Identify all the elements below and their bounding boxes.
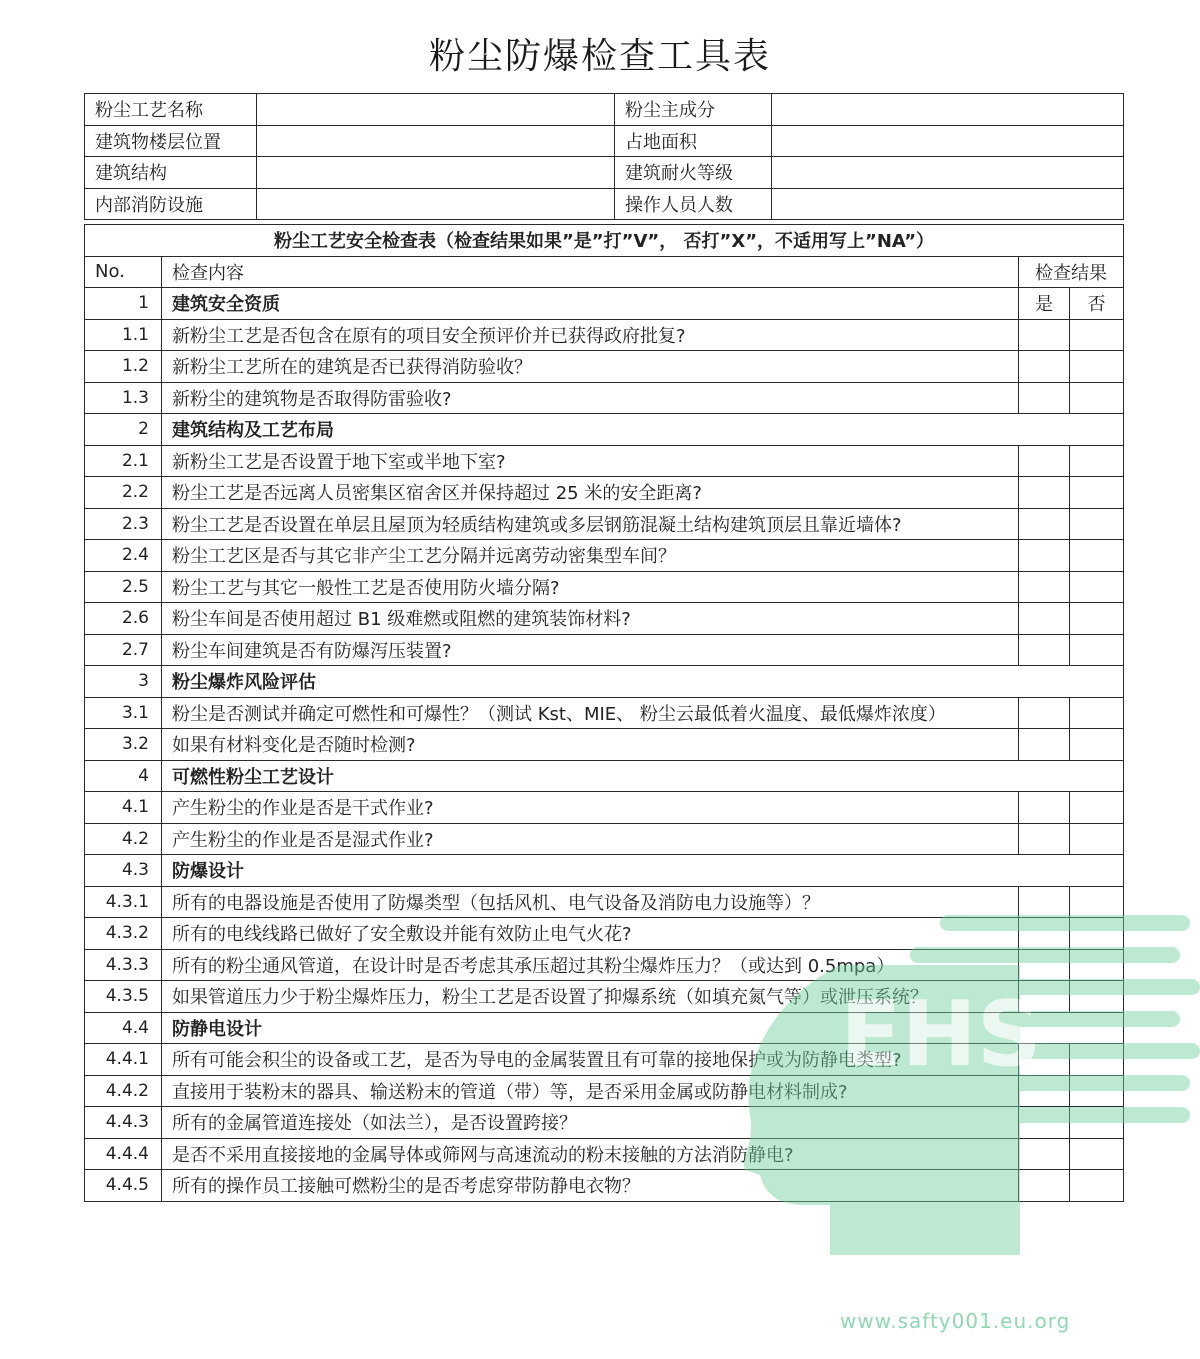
result-no-cell[interactable] [1070,1138,1124,1170]
result-no-cell[interactable] [1070,1170,1124,1202]
item-text: 粉尘工艺是否设置在单层且屋顶为轻质结构建筑或多层钢筋混凝土结构建筑顶层且靠近墙体? [162,508,1019,540]
checklist-table [84,224,1124,1202]
item-number: 4.2 [85,823,162,855]
item-number: 4.4.2 [85,1075,162,1107]
result-yes-cell[interactable] [1019,508,1070,540]
item-number: 4.4 [85,1012,162,1044]
item-number: 2.2 [85,477,162,509]
item-text: 粉尘工艺与其它一般性工艺是否使用防火墙分隔? [162,571,1019,603]
section-title: 可燃性粉尘工艺设计 [162,760,1124,792]
item-number: 1.2 [85,351,162,383]
item-text: 如果有材料变化是否随时检测? [162,729,1019,761]
result-no-cell[interactable] [1070,634,1124,666]
item-row [85,1170,1124,1202]
item-row [85,1044,1124,1076]
result-no-cell[interactable] [1070,981,1124,1013]
result-yes-cell[interactable] [1019,949,1070,981]
result-no-cell[interactable] [1070,445,1124,477]
result-yes-cell[interactable] [1019,351,1070,383]
item-text: 新粉尘工艺所在的建筑是否已获得消防验收？ [162,351,1019,383]
item-row [85,603,1124,635]
result-no-cell[interactable] [1070,886,1124,918]
result-no-cell[interactable] [1070,697,1124,729]
item-row [85,540,1124,572]
result-yes-cell[interactable] [1019,886,1070,918]
item-text: 粉尘车间是否使用超过 B1 级难燃或阻燃的建筑装饰材料? [162,603,1019,635]
info-value-field[interactable] [257,157,615,189]
result-no-cell[interactable] [1070,1044,1124,1076]
item-row [85,634,1124,666]
result-no-cell[interactable] [1070,508,1124,540]
info-value-field[interactable] [257,188,615,220]
item-text: 粉尘工艺是否远离人员密集区宿舍区并保持超过 25 米的安全距离? [162,477,1019,509]
result-yes-cell[interactable] [1019,571,1070,603]
page-title: 粉尘防爆检查工具表 [428,36,771,77]
result-yes-cell[interactable] [1019,792,1070,824]
result-no-cell[interactable] [1070,729,1124,761]
item-number: 4.3.1 [85,886,162,918]
section-row [85,666,1124,698]
item-row [85,697,1124,729]
info-row [85,157,1124,189]
info-value-field[interactable] [772,94,1124,126]
item-text: 所有的金属管道连接处（如法兰），是否设置跨接？ [162,1107,1019,1139]
result-no-cell[interactable] [1070,918,1124,950]
item-row [85,508,1124,540]
item-number: 4.4.5 [85,1170,162,1202]
result-yes-cell[interactable] [1019,382,1070,414]
result-yes-cell[interactable] [1019,634,1070,666]
info-value-field[interactable] [257,94,615,126]
item-number: 4.3.5 [85,981,162,1013]
info-value-field[interactable] [772,157,1124,189]
section-title: 建筑结构及工艺布局 [162,414,1124,446]
item-number: 3.2 [85,729,162,761]
result-no-cell[interactable] [1070,382,1124,414]
info-label: 粉尘主成分 [615,94,772,126]
checklist-banner: 粉尘工艺安全检查表（检查结果如果”是”打”V”， 否打”X”，不适用写上”NA”） [85,225,1124,257]
item-number: 1.1 [85,319,162,351]
result-yes-cell[interactable] [1019,319,1070,351]
section-title: 防静电设计 [162,1012,1124,1044]
section-row [85,288,1124,320]
item-number: 2.5 [85,571,162,603]
result-no-cell[interactable] [1070,319,1124,351]
item-row [85,792,1124,824]
result-yes-cell[interactable] [1019,697,1070,729]
result-no-cell[interactable] [1070,949,1124,981]
info-label: 建筑耐火等级 [615,157,772,189]
result-yes-cell[interactable] [1019,603,1070,635]
info-row [85,94,1124,126]
section-title: 粉尘爆炸风险评估 [162,666,1124,698]
item-text: 粉尘车间建筑是否有防爆泻压装置? [162,634,1019,666]
item-number: 2.4 [85,540,162,572]
item-row [85,571,1124,603]
item-row [85,382,1124,414]
col-yes-header: 是 [1019,288,1070,320]
item-number: 2.3 [85,508,162,540]
item-row [85,886,1124,918]
item-row [85,319,1124,351]
item-row [85,445,1124,477]
result-no-cell[interactable] [1070,351,1124,383]
item-number: 4.4.1 [85,1044,162,1076]
item-row [85,477,1124,509]
item-number: 4.4.3 [85,1107,162,1139]
item-number: 2 [85,414,162,446]
section-row [85,414,1124,446]
info-label: 建筑结构 [85,157,257,189]
col-no-header: No. [85,256,162,288]
result-yes-cell[interactable] [1019,729,1070,761]
col-no-result-header: 否 [1070,288,1124,320]
item-text: 是否不采用直接接地的金属导体或筛网与高速流动的粉末接触的方法消防静电? [162,1138,1019,1170]
info-row [85,188,1124,220]
item-row [85,949,1124,981]
item-number: 3.1 [85,697,162,729]
site-url: www.safty001.eu.org [840,1309,1071,1333]
result-yes-cell[interactable] [1019,1107,1070,1139]
item-row [85,981,1124,1013]
result-yes-cell[interactable] [1019,1075,1070,1107]
result-no-cell[interactable] [1070,1107,1124,1139]
item-text: 直接用于装粉末的器具、输送粉末的管道（带）等，是否采用金属或防静电材料制成? [162,1075,1019,1107]
item-number: 4.1 [85,792,162,824]
item-text: 所有可能会积尘的设备或工艺，是否为导电的金属装置且有可靠的接地保护或为防静电类型? [162,1044,1019,1076]
info-label: 操作人员人数 [615,188,772,220]
item-row [85,918,1124,950]
item-text: 粉尘工艺区是否与其它非产尘工艺分隔并远离劳动密集型车间？ [162,540,1019,572]
banner-row [85,225,1124,257]
result-yes-cell[interactable] [1019,1170,1070,1202]
item-text: 粉尘是否测试并确定可燃性和可爆性？（测试 Kst、MIE、 粉尘云最低着火温度、最低爆炸浓度） [162,697,1019,729]
item-number: 4.4.4 [85,1138,162,1170]
result-yes-cell[interactable] [1019,540,1070,572]
item-text: 新粉尘工艺是否设置于地下室或半地下室? [162,445,1019,477]
result-yes-cell[interactable] [1019,823,1070,855]
section-row [85,1012,1124,1044]
info-label: 建筑物楼层位置 [85,125,257,157]
result-no-cell[interactable] [1070,1075,1124,1107]
section-row [85,760,1124,792]
header-row [85,256,1124,288]
info-label: 粉尘工艺名称 [85,94,257,126]
item-text: 所有的电器设施是否使用了防爆类型（包括风机、电气设备及消防电力设施等）？ [162,886,1019,918]
item-number: 4.3.2 [85,918,162,950]
section-row [85,855,1124,887]
result-yes-cell[interactable] [1019,445,1070,477]
result-no-cell[interactable] [1070,540,1124,572]
item-number: 2.1 [85,445,162,477]
result-yes-cell[interactable] [1019,477,1070,509]
info-row [85,125,1124,157]
item-number: 4.3.3 [85,949,162,981]
item-number: 4 [85,760,162,792]
info-value-field[interactable] [772,188,1124,220]
item-row [85,1107,1124,1139]
item-number: 1.3 [85,382,162,414]
item-text: 产生粉尘的作业是否是湿式作业? [162,823,1019,855]
item-text: 新粉尘工艺是否包含在原有的项目安全预评价并已获得政府批复? [162,319,1019,351]
info-table [84,93,1124,220]
ehs-logo-text: EHS [840,982,1042,1087]
result-no-cell[interactable] [1070,477,1124,509]
info-value-field[interactable] [257,125,615,157]
item-text: 新粉尘的建筑物是否取得防雷验收? [162,382,1019,414]
result-yes-cell[interactable] [1019,918,1070,950]
result-no-cell[interactable] [1070,823,1124,855]
item-number: 2.7 [85,634,162,666]
info-value-field[interactable] [772,125,1124,157]
result-yes-cell[interactable] [1019,981,1070,1013]
result-no-cell[interactable] [1070,603,1124,635]
col-result-header: 检查结果 [1019,256,1124,288]
item-row [85,1075,1124,1107]
item-text: 产生粉尘的作业是否是干式作业? [162,792,1019,824]
item-row [85,1138,1124,1170]
item-number: 2.6 [85,603,162,635]
section-title: 建筑安全资质 [162,288,1019,320]
item-text: 所有的操作员工接触可燃粉尘的是否考虑穿带防静电衣物？ [162,1170,1019,1202]
item-text: 所有的电线线路已做好了安全敷设并能有效防止电气火花? [162,918,1019,950]
result-no-cell[interactable] [1070,792,1124,824]
item-row [85,351,1124,383]
result-yes-cell[interactable] [1019,1138,1070,1170]
info-label: 内部消防设施 [85,188,257,220]
col-content-header: 检查内容 [162,256,1019,288]
item-text: 如果管道压力少于粉尘爆炸压力，粉尘工艺是否设置了抑爆系统（如填充氮气等）或泄压系统？ [162,981,1019,1013]
item-text: 所有的粉尘通风管道，在设计时是否考虑其承压超过其粉尘爆炸压力？（或达到 0.5mpa） [162,949,1019,981]
item-number: 4.3 [85,855,162,887]
item-number: 3 [85,666,162,698]
item-number: 1 [85,288,162,320]
section-title: 防爆设计 [162,855,1124,887]
info-label: 占地面积 [615,125,772,157]
item-row [85,729,1124,761]
result-no-cell[interactable] [1070,571,1124,603]
result-yes-cell[interactable] [1019,1044,1070,1076]
item-row [85,823,1124,855]
